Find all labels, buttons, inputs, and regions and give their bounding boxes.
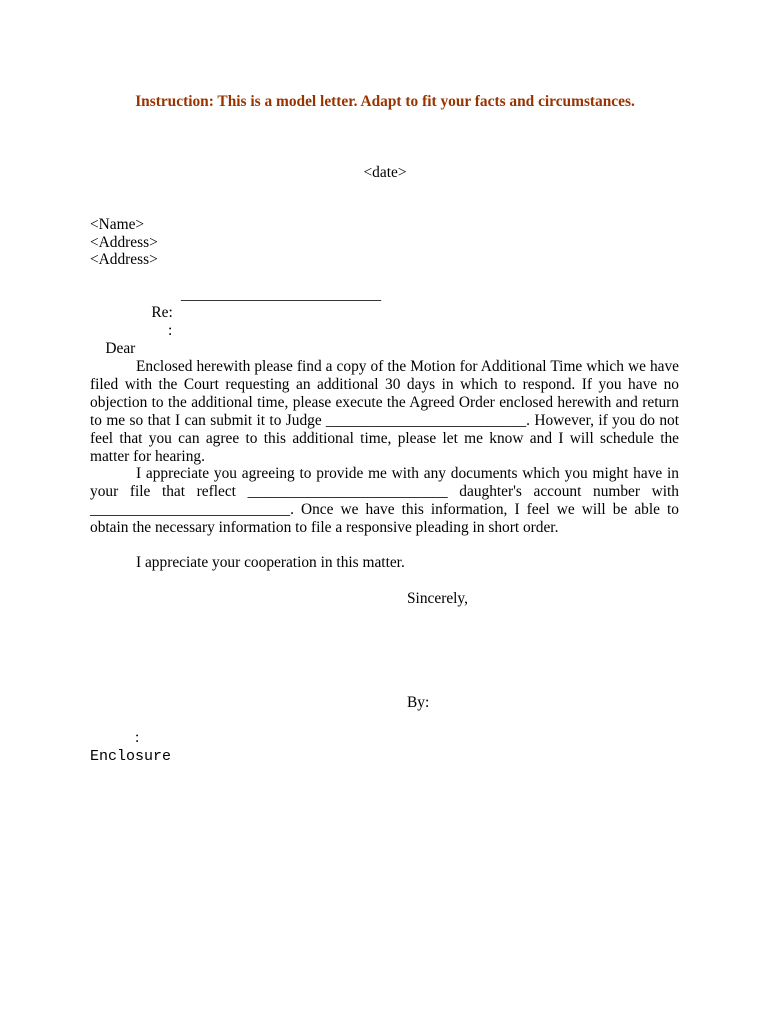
body-paragraph-3: I appreciate your cooperation in this matter. (136, 554, 405, 571)
initials-colon: : (135, 729, 140, 746)
re-label: Re: (151, 304, 173, 321)
body-paragraph-2: I appreciate you agreeing to provide me with any documents which you might have in your file that reflect __________________________ daughter's account number with __________________________. Once we have this information, I feel we will be able to obtain the necessary information to file a responsive pleading in short order. (90, 465, 679, 536)
instruction-note: Instruction: This is a model letter. Adapt to fit your facts and circumstances. (135, 93, 635, 110)
enclosure-notation: Enclosure (90, 748, 172, 765)
signature-by: By: (407, 694, 430, 711)
body-paragraph-1: Enclosed herewith please find a copy of the Motion for Additional Time which we have filed with the Court requesting an additional 30 days in which to respond. If you have no objection to the additional time, please execute the Agreed Order enclosed herewith and return to me so that I can submit it to Judge __________________________. However, if you do not feel that you can agree to this additional time, please let me know and I will schedule the matter for hearing. (90, 358, 679, 465)
closing-sincerely: Sincerely, (407, 590, 468, 607)
recipient-address-line-1: <Address> (90, 233, 158, 251)
recipient-name: <Name> (90, 216, 145, 233)
date-line: <date> (363, 164, 407, 181)
recipient-address-block (90, 216, 158, 269)
recipient-address-line-2: <Address> (90, 251, 158, 268)
salutation-colon: : (168, 322, 173, 339)
re-blank: __________________________ (181, 286, 382, 303)
salutation-text: Dear (105, 340, 136, 357)
